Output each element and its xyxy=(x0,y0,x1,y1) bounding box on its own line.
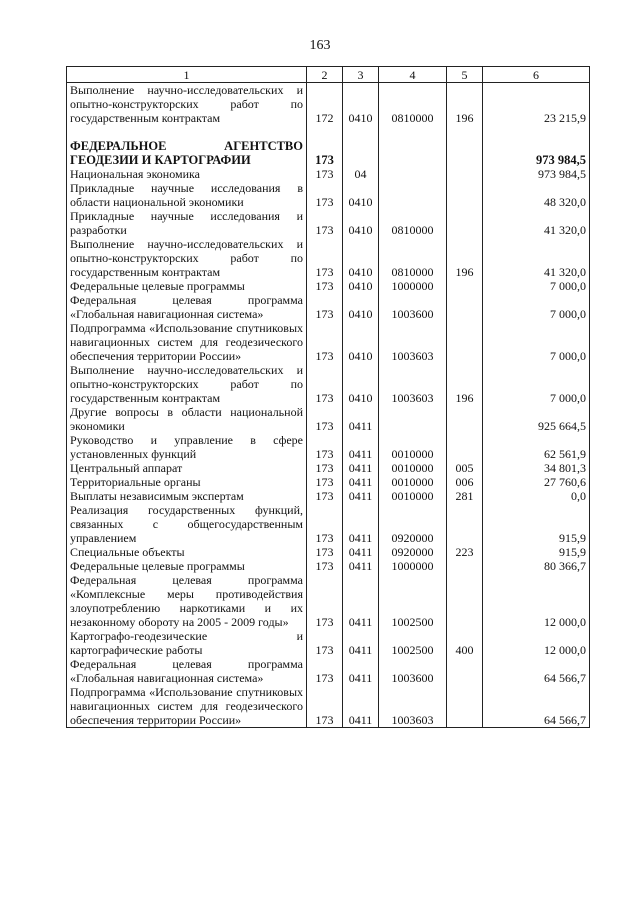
table-row xyxy=(67,559,590,573)
row-ministry-code: 173 xyxy=(307,545,343,559)
row-section-code: 0410 xyxy=(343,181,379,209)
row-target-article-code: 0010000 xyxy=(379,489,447,503)
row-ministry-code: 173 xyxy=(307,167,343,181)
row-amount: 62 561,9 xyxy=(483,433,590,461)
row-expense-type-code: 006 xyxy=(447,475,483,489)
row-amount: 973 984,5 xyxy=(483,139,590,167)
row-amount: 0,0 xyxy=(483,489,590,503)
row-expense-type-code xyxy=(447,209,483,237)
row-amount: 34 801,3 xyxy=(483,461,590,475)
row-ministry-code: 173 xyxy=(307,629,343,657)
table-row xyxy=(67,209,590,237)
row-ministry-code: 173 xyxy=(307,279,343,293)
table-row xyxy=(67,293,590,321)
row-name: Другие вопросы в области национальной экономики xyxy=(67,405,307,433)
row-ministry-code: 173 xyxy=(307,405,343,433)
row-section-code: 0410 xyxy=(343,83,379,126)
row-ministry-code: 173 xyxy=(307,293,343,321)
row-amount: 7 000,0 xyxy=(483,363,590,405)
row-amount: 915,9 xyxy=(483,545,590,559)
row-expense-type-code xyxy=(447,405,483,433)
row-expense-type-code xyxy=(447,293,483,321)
row-amount: 48 320,0 xyxy=(483,181,590,209)
row-section-code: 0411 xyxy=(343,573,379,629)
budget-table xyxy=(66,66,590,728)
table-row xyxy=(67,125,590,139)
header-row xyxy=(67,67,590,83)
column-header-amount: 6 xyxy=(483,67,590,83)
row-name: Территориальные органы xyxy=(67,475,307,489)
row-section-code: 0410 xyxy=(343,237,379,279)
row-name: Реализация государственных функций, связанных с общегосударственным управлением xyxy=(67,503,307,545)
row-expense-type-code xyxy=(447,433,483,461)
row-expense-type-code xyxy=(447,573,483,629)
row-target-article-code: 0010000 xyxy=(379,461,447,475)
table-row xyxy=(67,167,590,181)
table-row xyxy=(67,657,590,685)
row-expense-type-code xyxy=(447,139,483,167)
row-target-article-code: 0920000 xyxy=(379,545,447,559)
row-section-code: 0411 xyxy=(343,629,379,657)
row-expense-type-code xyxy=(447,321,483,363)
row-section-code: 0411 xyxy=(343,489,379,503)
row-target-article-code: 1003603 xyxy=(379,321,447,363)
row-name: Выплаты независимым экспертам xyxy=(67,489,307,503)
row-target-article-code: 0810000 xyxy=(379,237,447,279)
row-expense-type-code: 281 xyxy=(447,489,483,503)
row-expense-type-code xyxy=(447,125,483,139)
row-expense-type-code xyxy=(447,279,483,293)
row-name: Прикладные научные исследования в области национальной экономики xyxy=(67,181,307,209)
row-amount: 80 366,7 xyxy=(483,559,590,573)
table-row xyxy=(67,83,590,126)
table-row xyxy=(67,405,590,433)
row-ministry-code: 173 xyxy=(307,489,343,503)
row-ministry-code: 173 xyxy=(307,237,343,279)
row-ministry-code: 173 xyxy=(307,475,343,489)
row-name: ФЕДЕРАЛЬНОЕ АГЕНТСТВО ГЕОДЕЗИИ И КАРТОГРАФИИ xyxy=(67,139,307,167)
row-section-code: 0411 xyxy=(343,405,379,433)
table-row xyxy=(67,475,590,489)
row-ministry-code: 173 xyxy=(307,321,343,363)
row-target-article-code: 0810000 xyxy=(379,83,447,126)
row-amount: 925 664,5 xyxy=(483,405,590,433)
row-target-article-code: 1003600 xyxy=(379,657,447,685)
row-amount: 12 000,0 xyxy=(483,573,590,629)
row-target-article-code: 1002500 xyxy=(379,629,447,657)
row-expense-type-code: 196 xyxy=(447,363,483,405)
row-expense-type-code xyxy=(447,503,483,545)
row-section-code: 0411 xyxy=(343,657,379,685)
column-header-expense-type: 5 xyxy=(447,67,483,83)
row-name: Федеральные целевые программы xyxy=(67,279,307,293)
row-name: Федеральные целевые программы xyxy=(67,559,307,573)
row-section-code: 04 xyxy=(343,167,379,181)
row-target-article-code xyxy=(379,125,447,139)
row-name: Федеральная целевая программа «Комплексные меры противодействия злоупотреблению наркотиками и их незаконному обороту на 2005 - 2009 годы» xyxy=(67,573,307,629)
row-target-article-code: 1003603 xyxy=(379,685,447,728)
row-ministry-code: 173 xyxy=(307,573,343,629)
row-ministry-code: 173 xyxy=(307,559,343,573)
table-header xyxy=(67,67,590,83)
row-ministry-code: 173 xyxy=(307,657,343,685)
table-row xyxy=(67,461,590,475)
row-section-code: 0410 xyxy=(343,293,379,321)
row-name: Федеральная целевая программа «Глобальная навигационная система» xyxy=(67,657,307,685)
row-expense-type-code: 196 xyxy=(447,237,483,279)
row-amount: 7 000,0 xyxy=(483,293,590,321)
row-amount: 915,9 xyxy=(483,503,590,545)
row-section-code: 0411 xyxy=(343,559,379,573)
column-header-section: 3 xyxy=(343,67,379,83)
row-expense-type-code xyxy=(447,181,483,209)
row-expense-type-code: 196 xyxy=(447,83,483,126)
row-target-article-code xyxy=(379,405,447,433)
table-row xyxy=(67,433,590,461)
table-row xyxy=(67,685,590,728)
row-expense-type-code: 005 xyxy=(447,461,483,475)
table-row xyxy=(67,573,590,629)
row-target-article-code xyxy=(379,139,447,167)
row-ministry-code: 173 xyxy=(307,363,343,405)
row-ministry-code: 173 xyxy=(307,139,343,167)
row-amount: 12 000,0 xyxy=(483,629,590,657)
row-section-code: 0411 xyxy=(343,685,379,728)
row-expense-type-code xyxy=(447,657,483,685)
row-target-article-code: 1000000 xyxy=(379,559,447,573)
row-name: Подпрограмма «Использование спутниковых навигационных систем для геодезического обеспечения территории России» xyxy=(67,321,307,363)
table-body xyxy=(67,83,590,728)
row-ministry-code: 172 xyxy=(307,83,343,126)
row-ministry-code: 173 xyxy=(307,503,343,545)
row-ministry-code: 173 xyxy=(307,433,343,461)
row-name: Выполнение научно-исследовательских и опытно-конструкторских работ по государственным контрактам xyxy=(67,237,307,279)
table-row xyxy=(67,545,590,559)
row-amount: 23 215,9 xyxy=(483,83,590,126)
row-name: Специальные объекты xyxy=(67,545,307,559)
row-expense-type-code xyxy=(447,685,483,728)
row-expense-type-code xyxy=(447,559,483,573)
row-section-code xyxy=(343,125,379,139)
row-name: Национальная экономика xyxy=(67,167,307,181)
row-target-article-code: 1003603 xyxy=(379,363,447,405)
table-row xyxy=(67,279,590,293)
row-name: Федеральная целевая программа «Глобальная навигационная система» xyxy=(67,293,307,321)
row-expense-type-code xyxy=(447,167,483,181)
row-amount: 64 566,7 xyxy=(483,657,590,685)
row-name: Выполнение научно-исследовательских и опытно-конструкторских работ по государственным контрактам xyxy=(67,363,307,405)
row-amount: 7 000,0 xyxy=(483,279,590,293)
row-name: Руководство и управление в сфере установленных функций xyxy=(67,433,307,461)
row-amount: 7 000,0 xyxy=(483,321,590,363)
page-number: 163 xyxy=(309,38,331,53)
table-row xyxy=(67,139,590,167)
table-row xyxy=(67,237,590,279)
row-section-code: 0410 xyxy=(343,279,379,293)
table-row xyxy=(67,321,590,363)
row-amount: 27 760,6 xyxy=(483,475,590,489)
table-row xyxy=(67,489,590,503)
row-section-code: 0411 xyxy=(343,433,379,461)
row-amount: 41 320,0 xyxy=(483,209,590,237)
row-target-article-code: 1000000 xyxy=(379,279,447,293)
row-target-article-code: 1002500 xyxy=(379,573,447,629)
row-target-article-code: 0010000 xyxy=(379,475,447,489)
row-section-code: 0411 xyxy=(343,503,379,545)
table-row xyxy=(67,629,590,657)
row-amount: 41 320,0 xyxy=(483,237,590,279)
row-ministry-code: 173 xyxy=(307,209,343,237)
row-section-code: 0411 xyxy=(343,545,379,559)
row-name xyxy=(67,125,307,139)
row-ministry-code: 173 xyxy=(307,461,343,475)
row-amount: 973 984,5 xyxy=(483,167,590,181)
row-target-article-code: 0810000 xyxy=(379,209,447,237)
column-header-target-article: 4 xyxy=(379,67,447,83)
row-name: Прикладные научные исследования и разработки xyxy=(67,209,307,237)
row-ministry-code: 173 xyxy=(307,181,343,209)
row-ministry-code: 173 xyxy=(307,685,343,728)
table-row xyxy=(67,503,590,545)
table-row xyxy=(67,181,590,209)
row-name: Выполнение научно-исследовательских и опытно-конструкторских работ по государственным контрактам xyxy=(67,83,307,126)
row-target-article-code xyxy=(379,167,447,181)
column-header-name: 1 xyxy=(67,67,307,83)
row-amount xyxy=(483,125,590,139)
row-expense-type-code: 400 xyxy=(447,629,483,657)
row-target-article-code xyxy=(379,181,447,209)
row-section-code: 0411 xyxy=(343,461,379,475)
row-ministry-code xyxy=(307,125,343,139)
row-name: Центральный аппарат xyxy=(67,461,307,475)
column-header-ministry: 2 xyxy=(307,67,343,83)
row-target-article-code: 0010000 xyxy=(379,433,447,461)
row-amount: 64 566,7 xyxy=(483,685,590,728)
row-expense-type-code: 223 xyxy=(447,545,483,559)
row-section-code: 0410 xyxy=(343,209,379,237)
row-name: Подпрограмма «Использование спутниковых навигационных систем для геодезического обеспечения территории России» xyxy=(67,685,307,728)
row-target-article-code: 0920000 xyxy=(379,503,447,545)
table-row xyxy=(67,363,590,405)
row-name: Картографо-геодезические и картографические работы xyxy=(67,629,307,657)
row-section-code: 0411 xyxy=(343,475,379,489)
row-section-code xyxy=(343,139,379,167)
row-target-article-code: 1003600 xyxy=(379,293,447,321)
row-section-code: 0410 xyxy=(343,363,379,405)
row-section-code: 0410 xyxy=(343,321,379,363)
